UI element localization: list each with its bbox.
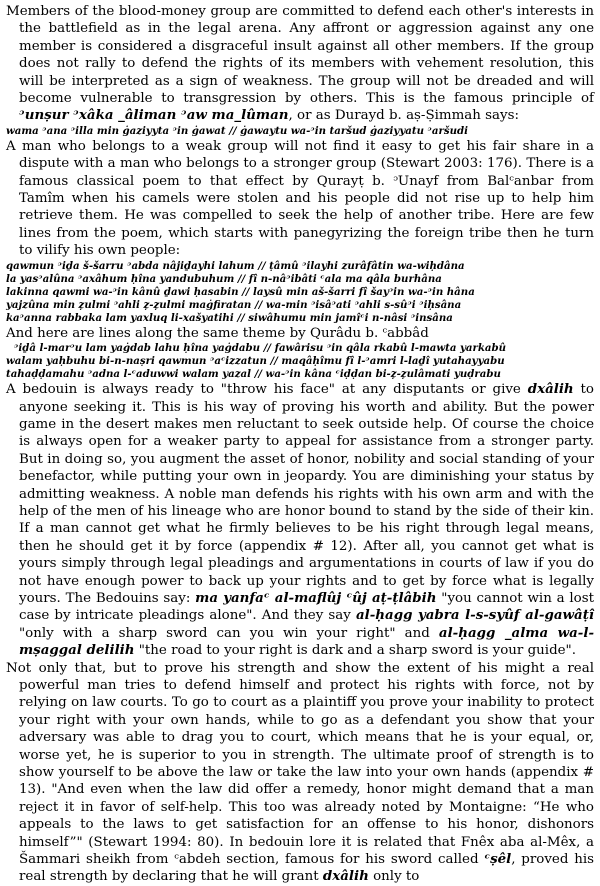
paragraph-text: Members of the blood-money group are committed to defend each other's interests in the battlefield as in the legal arena. Any affront or aggression against any one member is considered a disgraceful insult against all other members. If the group does not rally to defend the rights of its members with vehement resolution, this will be interpreted as a sign of weakness. The group will not be dreaded and will become vulnerable to transgression by others. This is the famous principle of	[6, 4, 594, 107]
paragraph-text: Not only that, but to prove his strength and show the extent of his might a real powerful man tries to defend himself and protect his rights with force, not by relying on law courts. To go to court as a plaintiff you prove your inability to protect your right with your own hands, while to go as a defendant you show that your adversary was able to drag you to court, which means that he is your equal, or, worse yet, he is superior to you in strength. The ultimate proof of strength is to show yourself to be above the law or take the law into your own hands (appendix # 13). "And even when the law did offer a remedy, honor might demand that a man reject it in favor of self-help. This too was already noted by Montaigne: “He who appeals to the laws to get satisfaction for an offense to his honor, dishonors himself”" (Stewart 1994: 80).	[6, 660, 594, 850]
paragraph-text: to anyone seeking it. This is his way of proving his worth and ability. But the power game in the desert makes men reluctant to seek outside help. Of course the choice is always open for a weaker party to appeal for assistance from a stronger party. But in doing so, you augment the asset of honor, nobility and social standing of your benefactor, while putting your own in jeopardy. You are diminishing your status by admitting weakness. A noble man defends his rights with his own arm and with the help of the men of his lineage who are honor bound to stand by the side of their kin. If a man cannot get what he firmly believes to be his right through legal means, then he should get it by force (appendix # 12). After all, you cannot get what is yours simply through legal pleadings and argumentations in courts of law if you do not have enough power to back up your rights and to get by force what is legally yours. The Bedouins say:	[19, 382, 594, 606]
verse-line: kaᵓanna rabbaka lam yaxluq li-xašyatihi // siwâhumu min jamîᶜi n-nâsi ᵓinsâna	[6, 311, 453, 324]
paragraph-text: only to	[368, 869, 420, 885]
verse-line: ᵓiḏâ l-marᵓu lam yaġdab lahu ḥîna yaġdabu // fawârisu ᵓin qâla rkabû l-mawta yarkabû	[14, 342, 507, 355]
paragraph-quradu-intro: And here are lines along the same theme by Qurâdu b. ᶜabbâd	[6, 325, 429, 341]
verse-line: walam yaḥbuhu bi-n-naṣri qawmun ᵓaᶜizzatun // maqâḥîmu fî l-ᵓamri l-laḏî yutahayyabu	[6, 355, 505, 368]
paragraph-text: In bedouin lore it is related that Fnêx aba al-Mêx, a Šammari sheikh from ᶜabdeh section, famous for his sword called	[19, 834, 594, 868]
arabic-term: al-ḥagg _alma wa-l-mṣaggal delilih	[19, 624, 595, 659]
paragraph-text: "only with a sharp sword can you win your right" and	[19, 625, 439, 641]
arabic-term: dxâlih	[527, 381, 574, 398]
verse-line: yajzûna min ẓulmi ᵓahli ẓ-ẓulmi maġfiratan // wa-min ᵓisâᵓati ᵓahli s-sûᵓi ᵓiḥsâna	[6, 298, 462, 311]
arabic-term: ᵓunṣur ᵓxâka _âliman ᵓaw ma_lûman	[19, 107, 289, 124]
paragraph-text: , or as Durayd b. aṣ-Ṣimmah says:	[288, 108, 519, 124]
arabic-term: ᶜṣêl	[484, 851, 512, 868]
verse-line: tahaḍḍamahu ᵓadna l-ᶜaduwwi walam yazal // wa-ᵓin kâna ᶜiḍḍan bi-ẓ-ẓulâmati yuḍrabu	[6, 368, 501, 381]
paragraph-text: A bedouin is always ready to "throw his face" at any disputants or give	[6, 382, 528, 398]
paragraph-weak-group: A man who belongs to a weak group will not find it easy to get his fair share in a dispute with a man who belongs to a stronger group (Stewart 2003: 176). There is a famous classical poem to that effect by Qurayṭ b. ᵓUnayf from Balᶜanbar from Tamîm when his camels were stolen and his people did not rise up to help him retrieve them. He was compelled to seek the help of another tribe. Here are few lines from the poem, which starts with panegyrizing the foreign tribe then he turn to vilify his own people:	[6, 138, 594, 259]
arabic-term: dxâlih	[322, 868, 369, 885]
paragraph-text: "the road to your right is dark and a sharp sword is your guide".	[134, 643, 576, 659]
verse-line: lakinna qawmi wa-ᵓin kânû ḏawi ḥasabin // laysû min aš-šarri fî šayᵓin wa-ᵓin hâna	[6, 285, 475, 298]
verse-line: wama ᵓana ᵓilla min ġaziyyta ᵓin ġawat // ġawaytu wa-ᵓin taršud ġaziyyatu ᵓaršudi	[6, 124, 468, 137]
arabic-term: al-ḥagg yabra l-s-syûf al-gawâṭî	[355, 607, 594, 624]
verse-line: qawmun ᵓiḏa š-šarru ᵓabda nâjiḏayhi lahum // ṭâmû ᵓilayhi zurâfâtin wa-wiḥdâna	[6, 259, 465, 272]
paragraph-not-only-that	[6, 660, 594, 886]
paragraph-text: "you cannot win a lost case by intricate pleadings alone". And they say	[19, 590, 594, 624]
paragraph-text: , proved his real strength by declaring that he will grant	[19, 852, 594, 885]
verse-line: la yasᵓalûna ᵓaxâhum ḥîna yandubuhum // fî n-nâᵓibâti ᶜala ma qâla burhâna	[6, 272, 442, 285]
verse-block-qurayt	[6, 260, 594, 325]
paragraph-bedouin-ready	[6, 381, 594, 660]
arabic-term: ma yanfaᶜ al-maflûj ᶜûj aṭ-ṭlâbih	[195, 589, 437, 606]
verse-block-quradu	[6, 342, 594, 381]
paragraph-blood-money-group	[6, 3, 594, 125]
